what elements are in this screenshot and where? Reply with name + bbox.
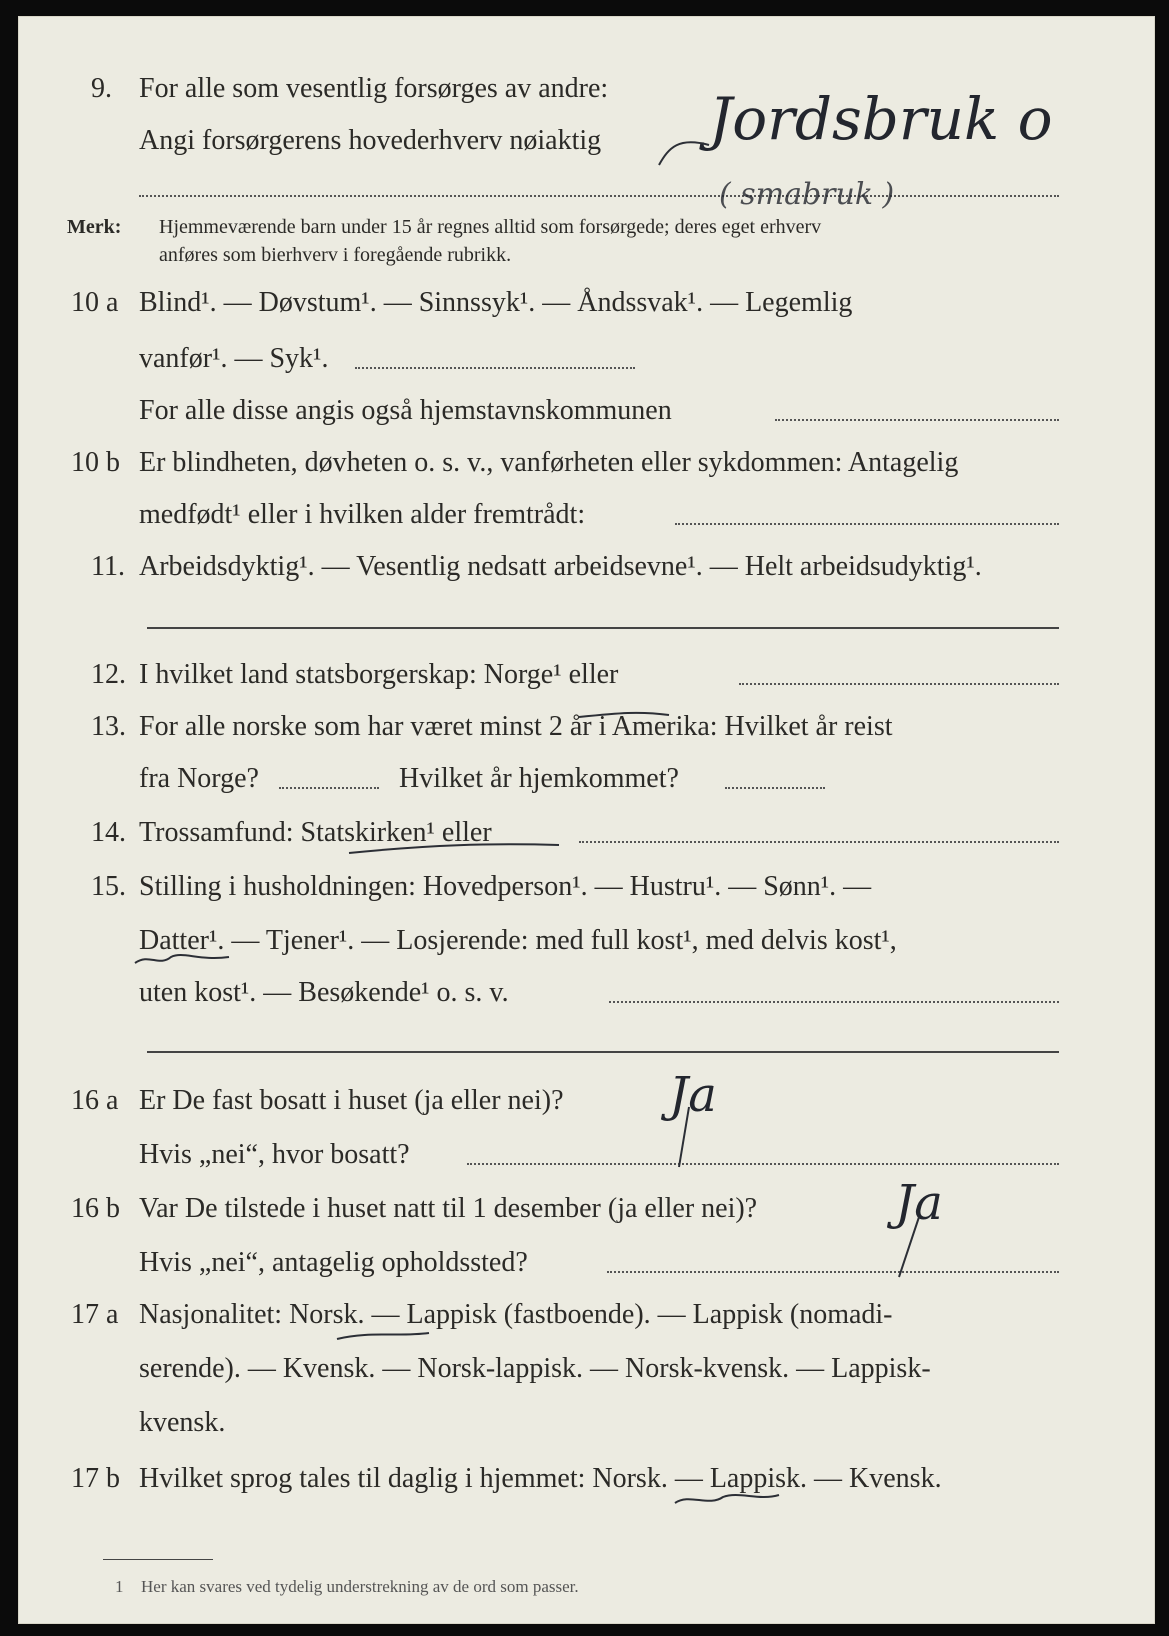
q13-line2b: Hvilket år hjemkommet?	[399, 763, 679, 794]
underline-datter-mark	[135, 955, 229, 963]
q10a-line3: For alle disse angis også hjemstavnskommunen	[139, 395, 672, 426]
q16a-number: 16 a	[71, 1085, 119, 1116]
q9-question-line1: For alle som vesentlig forsørges av andre:	[139, 73, 609, 104]
q17a-line3: kvensk.	[139, 1407, 226, 1438]
census-form-page	[18, 16, 1155, 1624]
q17a-line1: Nasjonalitet: Norsk. — Lappisk (fastboende). — Lappisk (nomadi-	[139, 1299, 893, 1330]
q10b-line2: medfødt¹ eller i hvilken alder fremtrådt:	[139, 499, 586, 530]
q16b-number: 16 b	[71, 1193, 120, 1224]
q16b-line1: Var De tilstede i huset natt til 1 desember (ja eller nei)?	[139, 1193, 758, 1224]
q15-line2: Datter¹. — Tjener¹. — Losjerende: med full kost¹, med delvis kost¹,	[139, 925, 897, 956]
q9-handwritten-answer-2: ( smabruk )	[719, 177, 895, 212]
q16a-line1: Er De fast bosatt i huset (ja eller nei)?	[139, 1085, 564, 1116]
q16a-line2: Hvis „nei“, hvor bosatt?	[139, 1139, 410, 1170]
q9-number: 9.	[91, 73, 112, 104]
q13-number: 13.	[91, 711, 126, 742]
merk-text-line1: Hjemmeværende barn under 15 år regnes alltid som forsørgede; deres eget erhverv	[159, 216, 822, 238]
q11-number: 11.	[91, 551, 125, 582]
underline-statskirken-mark	[349, 844, 559, 853]
q9-question-line2: Angi forsørgerens hovederhverv nøiaktig	[139, 125, 602, 156]
q12-line1: I hvilket land statsborgerskap: Norge¹ eller	[139, 659, 619, 690]
q10a-line2: vanfør¹. — Syk¹.	[139, 343, 329, 374]
q9-handwritten-answer: Jordsbruk o	[709, 85, 1053, 153]
q17a-number: 17 a	[71, 1299, 119, 1330]
q12-number: 12.	[91, 659, 126, 690]
q16a-handwritten-answer: Ja	[669, 1067, 717, 1123]
q15-number: 15.	[91, 871, 126, 902]
merk-text-line2: anføres som bierhverv i foregående rubrikk.	[159, 244, 512, 266]
q16a-answer-pen-stroke	[679, 1107, 689, 1167]
q11-line1: Arbeidsdyktig¹. — Vesentlig nedsatt arbeidsevne¹. — Helt arbeidsudyktig¹.	[139, 551, 982, 582]
q13-line1: For alle norske som har været minst 2 år i Amerika: Hvilket år reist	[139, 711, 893, 742]
q17b-number: 17 b	[71, 1463, 120, 1494]
q17a-line2: serende). — Kvensk. — Norsk-lappisk. — Norsk-kvensk. — Lappisk-	[139, 1353, 931, 1384]
q16b-answer-pen-stroke	[899, 1217, 919, 1277]
q9-answer-pen-stroke	[659, 142, 709, 165]
q13-line2a: fra Norge?	[139, 763, 259, 794]
q10a-number: 10 a	[71, 287, 119, 318]
q17b-line1: Hvilket sprog tales til daglig i hjemmet: Norsk. — Lappisk. — Kvensk.	[139, 1463, 942, 1494]
q14-line1: Trossamfund: Statskirken¹ eller	[139, 817, 492, 848]
q10b-line1: Er blindheten, døvheten o. s. v., vanførheten eller sykdommen: Antagelig	[139, 447, 959, 478]
q16b-line2: Hvis „nei“, antagelig opholdssted?	[139, 1247, 528, 1278]
pen-underline-marks	[19, 17, 1154, 1623]
merk-label: Merk:	[67, 216, 122, 238]
q15-line3: uten kost¹. — Besøkende¹ o. s. v.	[139, 977, 509, 1008]
footnote-text: Her kan svares ved tydelig understrekning av de ord som passer.	[141, 1577, 579, 1596]
q15-line1: Stilling i husholdningen: Hovedperson¹. — Hustru¹. — Sønn¹. —	[139, 871, 872, 902]
underline-norsk-17b-mark	[675, 1495, 779, 1503]
underline-norge-mark	[579, 713, 669, 717]
q10a-line1: Blind¹. — Døvstum¹. — Sinnssyk¹. — Åndssvak¹. — Legemlig	[139, 287, 853, 318]
footnote-mark: 1	[115, 1577, 124, 1596]
q10b-number: 10 b	[71, 447, 120, 478]
q14-number: 14.	[91, 817, 126, 848]
underline-norsk-17a-mark	[337, 1333, 429, 1339]
q16b-handwritten-answer: Ja	[895, 1175, 943, 1231]
